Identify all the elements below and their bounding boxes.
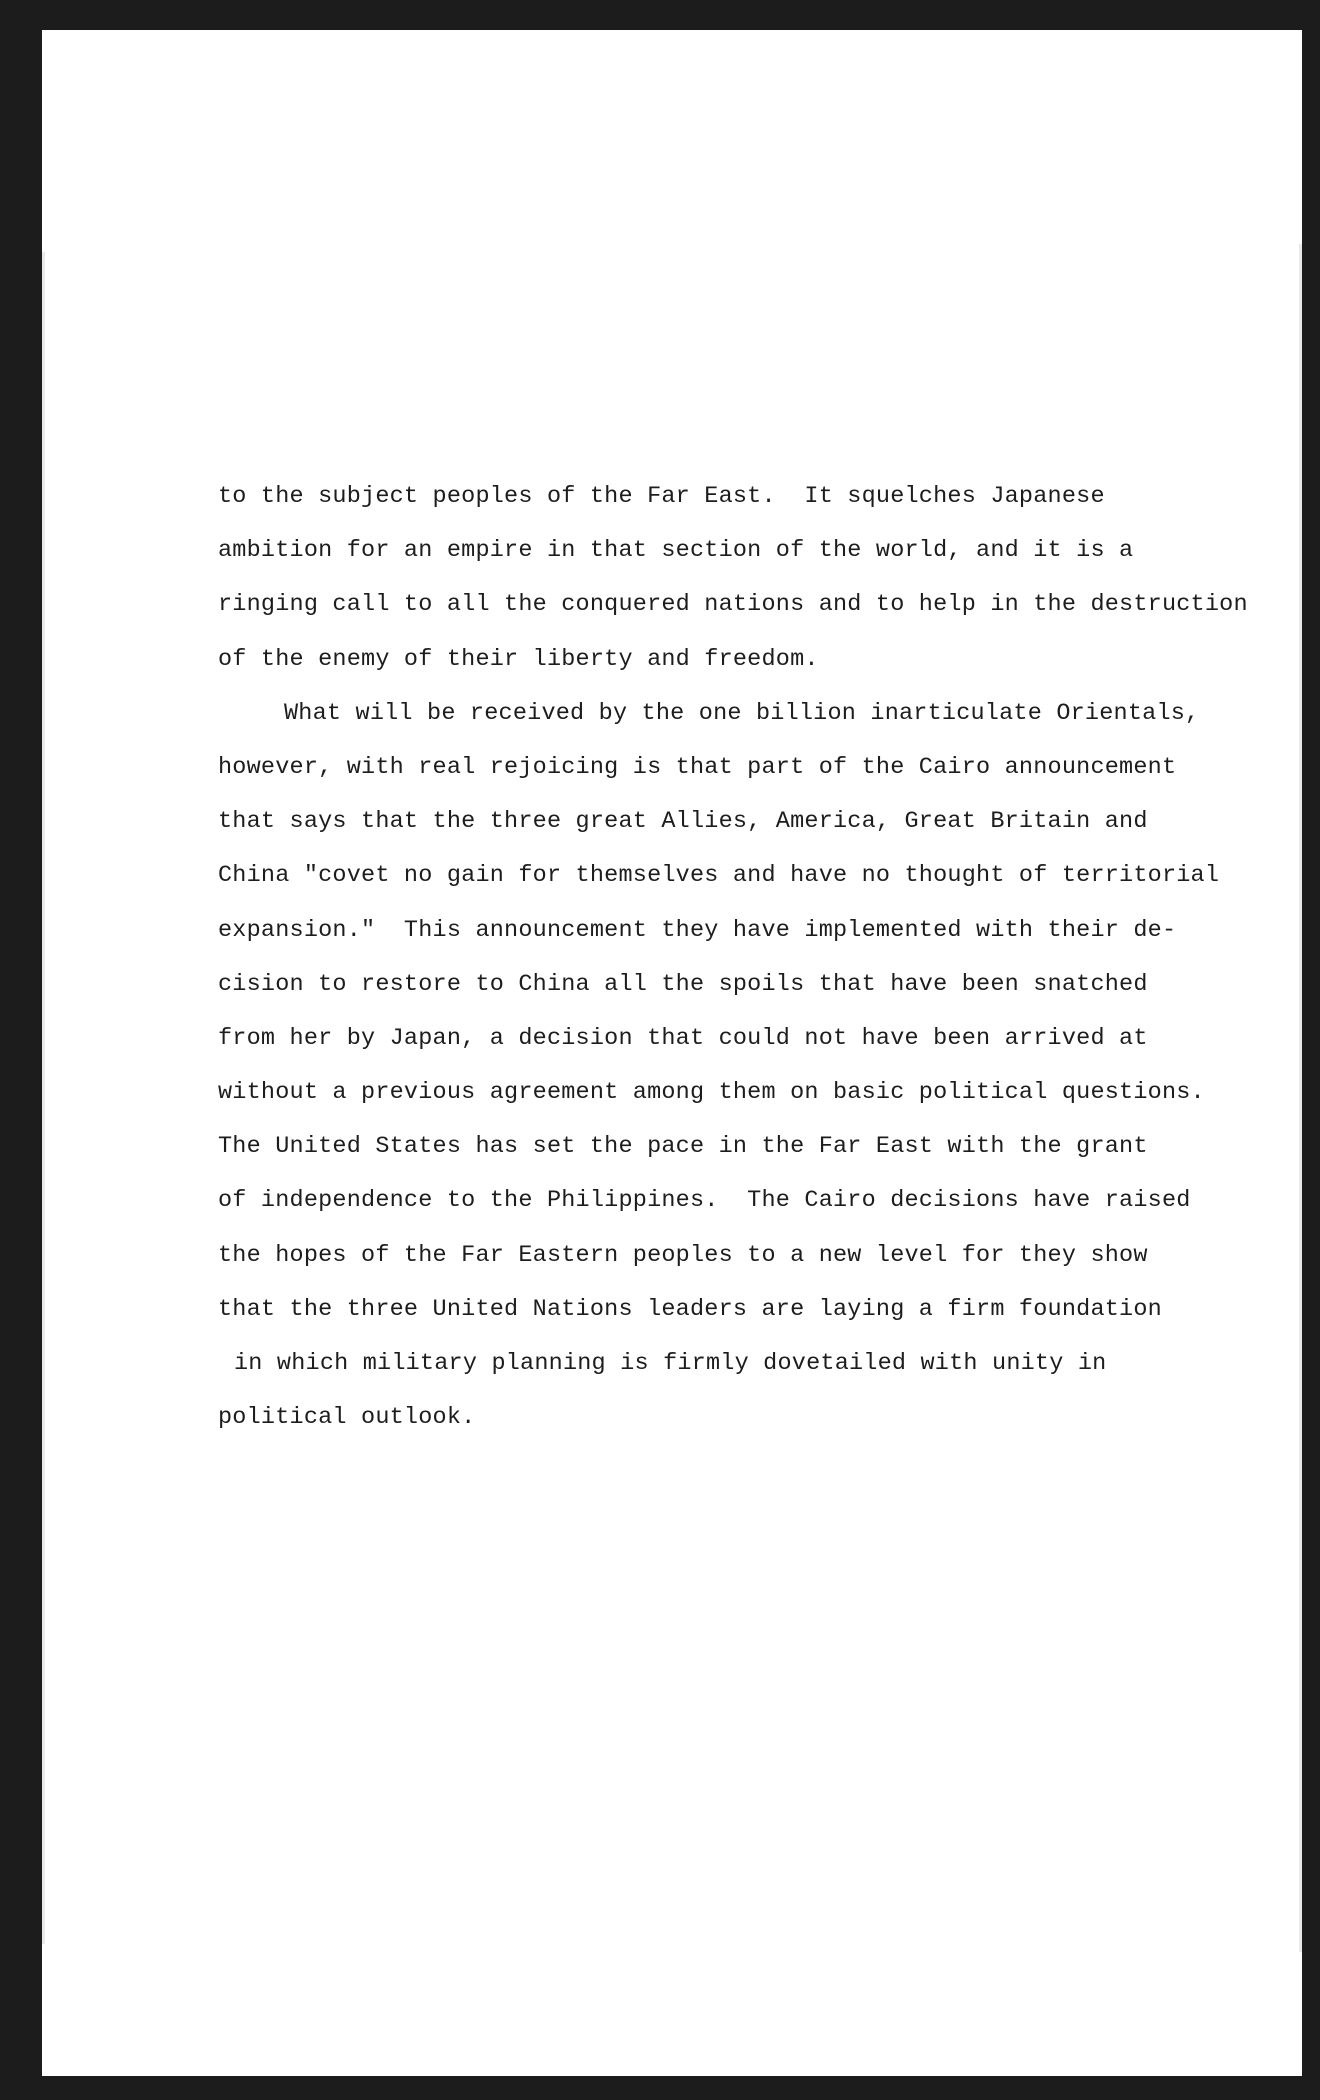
paragraph-1 (218, 470, 1248, 687)
text-line: however, with real rejoicing is that part of the Cairo announcement (218, 753, 1177, 781)
text-line: China "covet no gain for themselves and have no thought of territorial (218, 862, 1220, 890)
text-line: The United States has set the pace in the Far East with the grant (218, 1133, 1148, 1161)
text-line: in which military planning is firmly dovetailed with unity in (234, 1350, 1107, 1377)
text-line: of the enemy of their liberty and freedom. (218, 645, 819, 673)
text-line: the hopes of the Far Eastern peoples to a new level for they show (218, 1241, 1148, 1269)
text-line: ambition for an empire in that section of the world, and it is a (218, 537, 1134, 565)
text-line: expansion." This announcement they have implemented with their de- (218, 916, 1177, 944)
text-line: that the three United Nations leaders are laying a firm foundation (218, 1295, 1162, 1323)
text-line: from her by Japan, a decision that could not have been arrived at (218, 1024, 1148, 1052)
document-body (218, 470, 1248, 1445)
text-line: to the subject peoples of the Far East. It squelches Japanese (218, 483, 1105, 510)
text-line: of independence to the Philippines. The Cairo decisions have raised (218, 1187, 1191, 1215)
text-line: What will be received by the one billion inarticulate Orientals, (284, 699, 1200, 727)
text-line: that says that the three great Allies, America, Great Britain and (218, 808, 1148, 836)
text-line: political outlook. (218, 1404, 476, 1432)
text-line: cision to restore to China all the spoils that have been snatched (218, 970, 1148, 998)
text-line: without a previous agreement among them on basic political questions. (218, 1079, 1205, 1107)
paper-edge-right (1299, 244, 1302, 1952)
text-line: ringing call to all the conquered nations and to help in the destruction (218, 591, 1248, 619)
paper-edge-left (42, 252, 45, 1944)
paragraph-2 (218, 687, 1218, 1446)
